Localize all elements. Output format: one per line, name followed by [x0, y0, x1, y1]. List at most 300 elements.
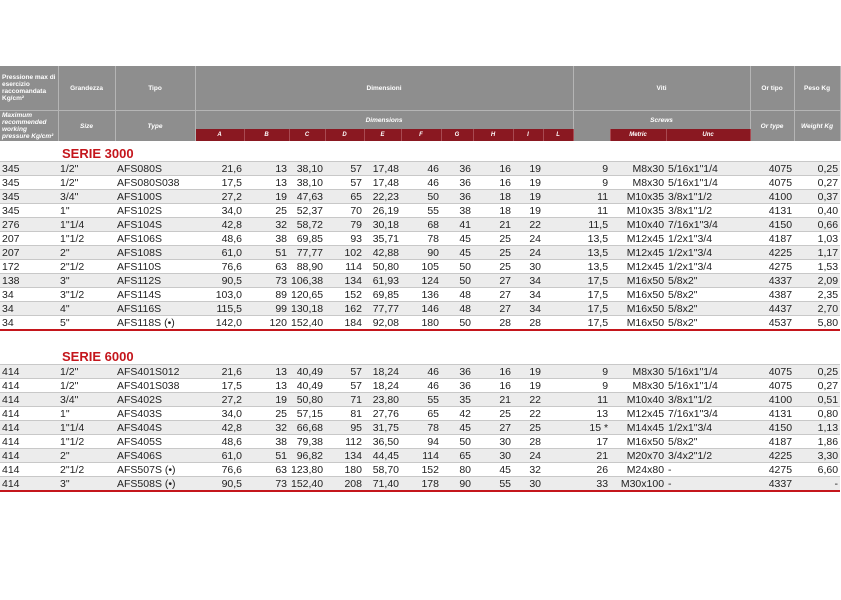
- table-cell: 13,5: [543, 260, 610, 274]
- table-cell: 136: [401, 288, 441, 302]
- table-cell: 22: [513, 218, 543, 232]
- table-cell: AFS114S: [115, 288, 195, 302]
- table-cell: 3"1/2: [58, 288, 115, 302]
- table-cell: 3,30: [794, 449, 840, 463]
- table-cell: 152,40: [291, 316, 324, 329]
- header-type: Type: [115, 111, 195, 142]
- table-cell: 42,8: [195, 421, 244, 435]
- table-cell: 1": [58, 204, 115, 218]
- header-dim-l: L: [543, 129, 573, 141]
- table-cell: 4100: [750, 393, 794, 407]
- table-cell: 13: [244, 379, 289, 393]
- table-cell: 5": [58, 316, 115, 331]
- table-cell: 5/16x1"1/4: [666, 365, 750, 379]
- table-row: [0, 204, 840, 218]
- table-cell: AFS110S: [115, 260, 195, 274]
- table-cell: 11,5: [543, 218, 610, 232]
- table-cell: AFS401S012: [115, 365, 195, 379]
- table-cell: 63: [244, 260, 289, 274]
- table-cell: 17,48: [364, 162, 401, 176]
- table-cell: 50: [441, 435, 473, 449]
- table-cell: 9: [543, 365, 610, 379]
- table-cell: 5/16x1"1/4: [666, 162, 750, 176]
- table-cell: 180: [401, 316, 441, 331]
- table-cell: 1"1/2: [58, 232, 115, 246]
- table-cell: 345: [0, 204, 58, 218]
- table-cell: 5/8x2": [666, 274, 750, 288]
- table-cell: 24: [513, 449, 543, 463]
- table-cell: 44,45: [364, 449, 401, 463]
- table-cell: 42,88: [364, 246, 401, 260]
- specs-table-wrapper: [0, 66, 839, 492]
- table-cell: 11: [543, 190, 610, 204]
- table-cell: 4187: [750, 232, 794, 246]
- table-cell: 76,6: [195, 463, 244, 477]
- table-cell: 34,0: [195, 407, 244, 421]
- table-cell: AFS080S038: [115, 176, 195, 190]
- table-cell: 162: [325, 302, 364, 316]
- table-cell: 13,5: [543, 246, 610, 260]
- table-row: [0, 288, 840, 302]
- table-cell: 36: [441, 162, 473, 176]
- table-cell: 50,80: [364, 260, 401, 274]
- table-cell: 73: [244, 477, 289, 492]
- table-cell: 35,71: [364, 232, 401, 246]
- table-cell: 30: [473, 435, 513, 449]
- table-row: [0, 302, 840, 316]
- table-cell: M16x50: [610, 316, 666, 331]
- table-cell: 2,09: [794, 274, 840, 288]
- table-cell: 1"1/4: [58, 421, 115, 435]
- table-cell: 46: [401, 365, 441, 379]
- table-row: [0, 435, 840, 449]
- table-cell: 207: [0, 246, 58, 260]
- table-cell: 27,2: [195, 393, 244, 407]
- table-cell: 138: [0, 274, 58, 288]
- table-cell: 19: [244, 393, 289, 407]
- table-cell: -: [666, 477, 750, 492]
- table-cell: 178: [401, 477, 441, 492]
- header-dim-g: G: [441, 129, 473, 141]
- table-cell: 17,5: [543, 316, 610, 331]
- table-cell: AFS104S: [115, 218, 195, 232]
- table-cell: 48: [441, 288, 473, 302]
- table-cell: 146: [401, 302, 441, 316]
- table-row: [0, 463, 840, 477]
- table-cell: 5/8x2": [666, 288, 750, 302]
- table-cell: 58,72: [289, 218, 325, 232]
- table-cell: AFS508S (•): [115, 477, 195, 492]
- table-cell: 17: [543, 435, 610, 449]
- table-cell: AFS112S: [115, 274, 195, 288]
- table-cell: AFS404S: [115, 421, 195, 435]
- table-cell: 142,0: [195, 316, 244, 331]
- table-cell: 90,5: [195, 477, 244, 492]
- header-peso: Peso Kg: [794, 66, 840, 111]
- table-cell: 19: [513, 379, 543, 393]
- table-cell: 21: [543, 449, 610, 463]
- table-cell: 41: [441, 218, 473, 232]
- table-row: [0, 260, 840, 274]
- table-cell: 90,5: [195, 274, 244, 288]
- table-cell: 13: [244, 162, 289, 176]
- table-cell: 90: [401, 246, 441, 260]
- header-dimensioni: Dimensioni: [195, 66, 573, 111]
- table-row: [0, 232, 840, 246]
- table-cell: 13: [543, 407, 610, 421]
- table-cell: 27,76: [364, 407, 401, 421]
- table-cell: 46: [401, 176, 441, 190]
- table-cell: 18: [473, 190, 513, 204]
- table-cell: 114: [325, 260, 364, 274]
- table-cell: 46: [401, 379, 441, 393]
- table-cell: 114: [401, 449, 441, 463]
- header-dimensions: Dimensions: [195, 111, 573, 130]
- table-cell: 61,93: [364, 274, 401, 288]
- table-cell: 4275: [750, 260, 794, 274]
- table-cell: 103,0: [195, 288, 244, 302]
- table-cell: 4131: [750, 407, 794, 421]
- table-cell: 38,10: [289, 162, 325, 176]
- table-cell: 36,50: [364, 435, 401, 449]
- header-dim-f: F: [401, 129, 441, 141]
- table-row: [0, 379, 840, 393]
- table-cell: 61,0: [195, 246, 244, 260]
- table-cell: 345: [0, 162, 58, 176]
- table-cell: 1"1/2: [58, 435, 115, 449]
- table-cell: 102: [325, 246, 364, 260]
- header-unc: Unc: [666, 129, 750, 141]
- header-dim-e: E: [364, 129, 401, 141]
- table-cell: M14x45: [610, 421, 666, 435]
- table-cell: 92,08: [364, 316, 401, 331]
- table-cell: 71: [325, 393, 364, 407]
- table-row: [0, 190, 840, 204]
- table-cell: 24: [513, 246, 543, 260]
- table-cell: 36: [441, 379, 473, 393]
- table-cell: AFS118S (•): [115, 316, 195, 331]
- header-dim-h: H: [473, 129, 513, 141]
- table-cell: 95: [325, 421, 364, 435]
- table-cell: 36: [441, 365, 473, 379]
- table-cell: 36: [441, 176, 473, 190]
- table-cell: 172: [0, 260, 58, 274]
- header-size: Size: [58, 111, 115, 142]
- table-cell: 48,6: [195, 232, 244, 246]
- table-cell: M12x45: [610, 232, 666, 246]
- table-cell: 25: [473, 260, 513, 274]
- table-cell: 18: [473, 204, 513, 218]
- table-cell: 414: [0, 407, 58, 421]
- table-cell: 19: [513, 162, 543, 176]
- table-row: [0, 421, 840, 435]
- table-cell: 5/8x2": [666, 435, 750, 449]
- header-dim-b: B: [244, 129, 289, 141]
- table-cell: 99: [244, 302, 289, 316]
- table-cell: 48,6: [195, 435, 244, 449]
- table-cell: 1,17: [794, 246, 840, 260]
- table-cell: 30: [473, 449, 513, 463]
- table-cell: 0,25: [794, 162, 840, 176]
- table-cell: 22: [513, 407, 543, 421]
- table-cell: 414: [0, 421, 58, 435]
- table-cell: 1,03: [794, 232, 840, 246]
- table-cell: 30: [513, 477, 543, 492]
- table-cell: 81: [325, 407, 364, 421]
- table-cell: 3/4": [58, 393, 115, 407]
- table-row: [0, 176, 840, 190]
- table-cell: 42,8: [195, 218, 244, 232]
- table-cell: 1/2x1"3/4: [666, 421, 750, 435]
- table-cell: 18,24: [364, 365, 401, 379]
- table-cell: 7/16x1"3/4: [666, 407, 750, 421]
- table-cell: 77,77: [289, 246, 325, 260]
- table-cell: 40,49: [289, 365, 325, 379]
- table-cell: 19: [513, 190, 543, 204]
- table-cell: 4225: [750, 246, 794, 260]
- table-cell: 78: [401, 232, 441, 246]
- table-cell: 1"1/4: [58, 218, 115, 232]
- table-cell: 3/4": [58, 190, 115, 204]
- table-cell: 31,75: [364, 421, 401, 435]
- table-cell: 4337: [750, 477, 794, 492]
- table-cell: 106,38: [291, 274, 324, 287]
- table-cell: 0,25: [794, 365, 840, 379]
- table-cell: 79: [325, 218, 364, 232]
- table-cell: 4075: [750, 162, 794, 176]
- table-row: [0, 218, 840, 232]
- header-dim-c: C: [289, 129, 325, 141]
- table-cell: 52,37: [289, 204, 325, 218]
- table-cell: 25: [473, 407, 513, 421]
- table-cell: 134: [325, 274, 364, 288]
- table-cell: 45: [441, 421, 473, 435]
- table-cell: M8x30: [610, 162, 666, 176]
- table-cell: 0,51: [794, 393, 840, 407]
- table-cell: 4075: [750, 365, 794, 379]
- table-cell: 22,23: [364, 190, 401, 204]
- table-cell: 17,5: [195, 176, 244, 190]
- table-cell: 414: [0, 477, 58, 492]
- table-cell: 27: [473, 421, 513, 435]
- table-cell: 7/16x1"3/4: [666, 218, 750, 232]
- table-cell: M12x45: [610, 260, 666, 274]
- table-cell: 28: [513, 435, 543, 449]
- table-cell: 57: [325, 365, 364, 379]
- header-pressure-it: Pressione max di esercizio raccomandata Kg/cm²: [0, 66, 58, 111]
- table-cell: 22: [513, 393, 543, 407]
- table-cell: 65: [401, 407, 441, 421]
- table-cell: 65: [441, 449, 473, 463]
- table-cell: M10x35: [610, 190, 666, 204]
- table-cell: 45: [441, 232, 473, 246]
- header-tipo: Tipo: [115, 66, 195, 111]
- table-cell: 47,63: [289, 190, 325, 204]
- table-header: [0, 66, 840, 141]
- table-cell: 17,5: [195, 379, 244, 393]
- table-cell: 96,82: [289, 449, 325, 463]
- table-cell: 9: [543, 176, 610, 190]
- table-cell: 21,6: [195, 162, 244, 176]
- table-cell: M8x30: [610, 176, 666, 190]
- table-cell: 13,5: [543, 232, 610, 246]
- table-row: [0, 274, 840, 288]
- table-cell: 414: [0, 379, 58, 393]
- table-cell: 5/16x1"1/4: [666, 176, 750, 190]
- table-cell: 34: [513, 302, 543, 316]
- table-cell: 345: [0, 190, 58, 204]
- table-cell: 2,35: [794, 288, 840, 302]
- series-gap: [0, 330, 840, 344]
- header-dim-d: D: [325, 129, 364, 141]
- table-cell: 2"1/2: [58, 260, 115, 274]
- table-cell: 0,27: [794, 379, 840, 393]
- table-cell: 207: [0, 232, 58, 246]
- table-cell: 120: [244, 316, 289, 331]
- table-cell: 55: [401, 393, 441, 407]
- table-row: [0, 407, 840, 421]
- table-cell: M8x30: [610, 379, 666, 393]
- table-cell: AFS405S: [115, 435, 195, 449]
- table-cell: 76,6: [195, 260, 244, 274]
- series-title: SERIE 3000: [62, 146, 134, 161]
- table-cell: 17,5: [543, 302, 610, 316]
- specs-table: [0, 66, 841, 492]
- table-cell: 414: [0, 365, 58, 379]
- header-grandezza: Grandezza: [58, 66, 115, 111]
- table-cell: 38,10: [289, 176, 325, 190]
- table-cell: 0,40: [794, 204, 840, 218]
- table-cell: 32: [244, 421, 289, 435]
- table-cell: M10x40: [610, 393, 666, 407]
- table-cell: 152: [401, 463, 441, 477]
- header-or-type: Or type: [750, 111, 794, 142]
- table-cell: 16: [473, 176, 513, 190]
- table-cell: 152: [325, 288, 364, 302]
- table-cell: 33: [543, 477, 610, 492]
- table-cell: AFS116S: [115, 302, 195, 316]
- table-cell: 19: [513, 176, 543, 190]
- table-cell: 2": [58, 449, 115, 463]
- table-cell: 1/2x1"3/4: [666, 260, 750, 274]
- table-cell: 1/2x1"3/4: [666, 232, 750, 246]
- table-cell: 1": [58, 407, 115, 421]
- table-cell: 0,80: [794, 407, 840, 421]
- table-cell: 414: [0, 463, 58, 477]
- table-cell: 46: [401, 162, 441, 176]
- table-cell: 40,49: [289, 379, 325, 393]
- table-cell: 27: [473, 288, 513, 302]
- header-or-tipo: Or tipo: [750, 66, 794, 111]
- table-cell: 25: [473, 246, 513, 260]
- table-cell: M16x50: [610, 274, 666, 288]
- table-cell: 35: [441, 393, 473, 407]
- table-cell: 4387: [750, 288, 794, 302]
- table-row: [0, 316, 840, 331]
- table-cell: 32: [244, 218, 289, 232]
- table-cell: 414: [0, 393, 58, 407]
- table-cell: 5,80: [794, 316, 840, 331]
- table-cell: AFS402S: [115, 393, 195, 407]
- table-cell: 34,0: [195, 204, 244, 218]
- table-cell: 3": [58, 477, 115, 492]
- table-cell: 17,5: [543, 288, 610, 302]
- table-cell: 50: [441, 274, 473, 288]
- table-cell: AFS507S (•): [115, 463, 195, 477]
- table-cell: 58,70: [364, 463, 401, 477]
- table-cell: 24: [513, 232, 543, 246]
- table-cell: 4075: [750, 379, 794, 393]
- table-cell: 66,68: [289, 421, 325, 435]
- table-cell: 89: [244, 288, 289, 302]
- table-cell: 4275: [750, 463, 794, 477]
- series-header: [0, 141, 840, 162]
- table-cell: 276: [0, 218, 58, 232]
- header-screws: Screws: [573, 111, 750, 130]
- table-cell: 65: [325, 190, 364, 204]
- table-cell: M10x40: [610, 218, 666, 232]
- table-cell: 16: [473, 379, 513, 393]
- table-cell: 9: [543, 379, 610, 393]
- table-cell: 69,85: [289, 232, 325, 246]
- table-cell: 414: [0, 449, 58, 463]
- table-cell: 34: [513, 274, 543, 288]
- table-cell: 61,0: [195, 449, 244, 463]
- header-metric: Metric: [610, 129, 666, 141]
- table-cell: 4150: [750, 421, 794, 435]
- table-cell: 79,38: [289, 435, 325, 449]
- table-cell: 3/8x1"1/2: [666, 393, 750, 407]
- table-cell: 15 *: [543, 421, 610, 435]
- table-cell: AFS406S: [115, 449, 195, 463]
- table-cell: 134: [325, 449, 364, 463]
- table-cell: 30,18: [364, 218, 401, 232]
- series-gap-cell: [0, 330, 840, 344]
- table-cell: 45: [473, 463, 513, 477]
- table-cell: 1,53: [794, 260, 840, 274]
- table-cell: 94: [401, 435, 441, 449]
- table-cell: AFS080S: [115, 162, 195, 176]
- table-cell: 71,40: [364, 477, 401, 492]
- table-cell: 80: [441, 463, 473, 477]
- table-cell: 180: [325, 463, 364, 477]
- table-cell: 120,65: [291, 288, 324, 301]
- table-cell: 90: [441, 477, 473, 492]
- table-cell: 68: [401, 218, 441, 232]
- table-cell: 3/8x1"1/2: [666, 204, 750, 218]
- table-cell: 16: [473, 162, 513, 176]
- table-cell: 78: [401, 421, 441, 435]
- table-cell: 25: [244, 204, 289, 218]
- table-cell: 6,60: [794, 463, 840, 477]
- table-cell: 50: [441, 260, 473, 274]
- table-cell: 2,70: [794, 302, 840, 316]
- table-cell: 1/2": [58, 365, 115, 379]
- table-cell: 123,80: [291, 463, 324, 476]
- table-cell: 1,13: [794, 421, 840, 435]
- table-cell: 4075: [750, 176, 794, 190]
- table-cell: 21,6: [195, 365, 244, 379]
- table-body: [0, 141, 840, 491]
- table-cell: 1/2": [58, 379, 115, 393]
- table-cell: 4100: [750, 190, 794, 204]
- table-cell: 69,85: [364, 288, 401, 302]
- table-cell: 5/16x1"1/4: [666, 379, 750, 393]
- table-cell: 4131: [750, 204, 794, 218]
- table-cell: 152,40: [291, 477, 324, 490]
- table-cell: 4": [58, 302, 115, 316]
- table-row: [0, 246, 840, 260]
